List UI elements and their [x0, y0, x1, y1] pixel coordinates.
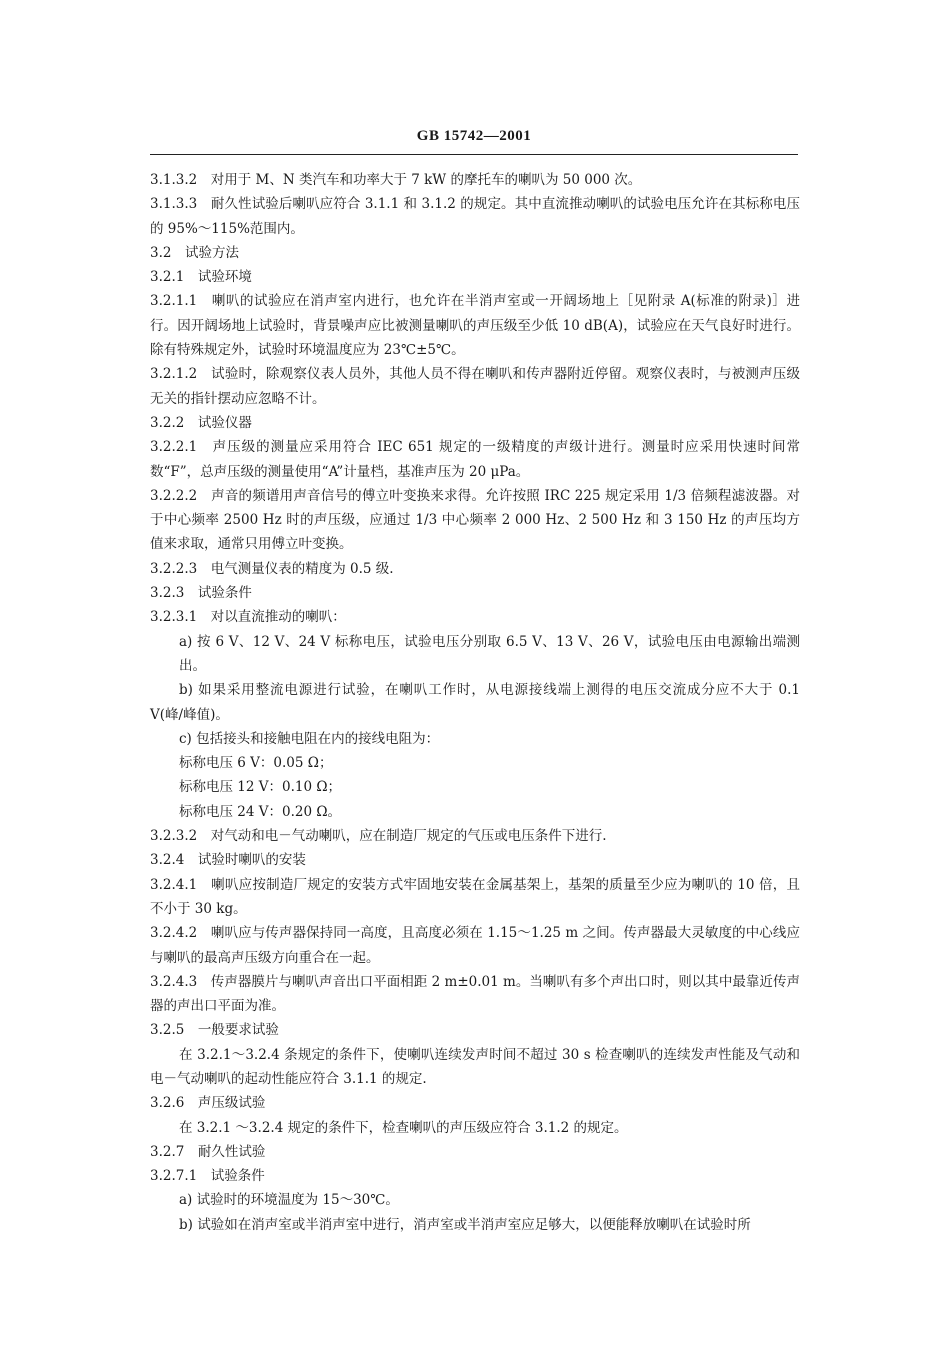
paragraph: 3.2.1 试验环境: [150, 269, 252, 286]
paragraph: 3.2.1.2 试验时，除观察仪表人员外，其他人员不得在喇叭和传声器附近停留。观察仪表时，与被测声压级无关的指针摆动应忽略不计。: [150, 366, 800, 407]
paragraph: c) 包括接头和接触电阻在内的接线电阻为：: [179, 730, 440, 747]
paragraph: 3.2.2.3 电气测量仪表的精度为 0.5 级.: [150, 560, 394, 577]
paragraph: b) 试验如在消声室或半消声室中进行，消声室或半消声室应足够大，以便能释放喇叭在试验时所: [179, 1216, 751, 1233]
paragraph: 3.2.2 试验仪器: [150, 414, 252, 431]
paragraph: 3.2.3 试验条件: [150, 585, 252, 602]
paragraph: 标称电压 6 V：0.05 Ω；: [179, 755, 333, 772]
paragraph: 3.2.7 耐久性试验: [150, 1143, 266, 1160]
paragraph: 3.2.4.1 喇叭应按制造厂规定的安装方式牢固地安装在金属基架上，基架的质量至少应为喇叭的 10 倍，且不小于 30 kg。: [150, 876, 800, 917]
paragraph: 3.2.7.1 试验条件: [150, 1168, 265, 1185]
paragraph: 3.2.5 一般要求试验: [150, 1022, 279, 1039]
document-body: [150, 168, 800, 1237]
paragraph: 3.2.4 试验时喇叭的安装: [150, 852, 306, 869]
paragraph: 3.2.3.2 对气动和电－气动喇叭，应在制造厂规定的气压或电压条件下进行.: [150, 828, 607, 845]
paragraph: 3.2.4.2 喇叭应与传声器保持同一高度，且高度必须在 1.15～1.25 m 之间。传声器最大灵敏度的中心线应与喇叭的最高声压级方向重合在一起。: [150, 925, 800, 966]
paragraph: 3.2.2.2 声音的频谱用声音信号的傅立叶变换来求得。允许按照 IRC 225 规定采用 1/3 倍频程滤波器。对于中心频率 2500 Hz 时的声压级，应通过 1/3 中心频率 2 000 Hz、2 500 Hz 和 3 150 Hz 的声压均方值来求取，通常只用傅立叶变换。: [150, 487, 800, 553]
paragraph: 标称电压 12 V：0.10 Ω；: [179, 779, 342, 796]
paragraph: 标称电压 24 V：0.20 Ω。: [179, 803, 342, 820]
paragraph: 3.2.2.1 声压级的测量应采用符合 IEC 651 规定的一级精度的声级计进行。测量时应采用快速时间常数“F”，总声压级的测量使用“A”计量档，基准声压为 20 μPa。: [150, 439, 800, 480]
document-header: GB 15742—2001: [416, 128, 532, 144]
paragraph: 在 3.2.1～3.2.4 条规定的条件下，使喇叭连续发声时间不超过 30 s 检查喇叭的连续发声性能及气动和电－气动喇叭的起动性能应符合 3.1.1 的规定.: [150, 1046, 800, 1087]
paragraph: 3.1.3.2 对用于 M、N 类汽车和功率大于 7 kW 的摩托车的喇叭为 50 000 次。: [150, 172, 642, 188]
paragraph: 3.2 试验方法: [150, 244, 239, 261]
paragraph: 在 3.2.1 ～3.2.4 规定的条件下，检查喇叭的声压级应符合 3.1.2 的规定。: [179, 1119, 628, 1136]
paragraph: 3.2.3.1 对以直流推动的喇叭：: [150, 609, 346, 626]
paragraph: a) 按 6 V、12 V、24 V 标称电压，试验电压分别取 6.5 V、13 V、26 V，试验电压由电源输出端测出。: [179, 633, 800, 674]
paragraph: 3.2.4.3 传声器膜片与喇叭声音出口平面相距 2 m±0.01 m。当喇叭有多个声出口时，则以其中最靠近传声器的声出口平面为准。: [150, 973, 800, 1015]
paragraph: 3.2.6 声压级试验: [150, 1095, 266, 1112]
header-rule: [150, 154, 798, 155]
paragraph: b) 如果采用整流电源进行试验，在喇叭工作时，从电源接线端上测得的电压交流成分应不大于 0.1 V(峰/峰值)。: [150, 682, 800, 723]
paragraph: a) 试验时的环境温度为 15～30℃。: [179, 1192, 399, 1209]
paragraph: 3.1.3.3 耐久性试验后喇叭应符合 3.1.1 和 3.1.2 的规定。其中直流推动喇叭的试验电压允许在其标称电压的 95%～115%范围内。: [150, 196, 800, 237]
paragraph: 3.2.1.1 喇叭的试验应在消声室内进行，也允许在半消声室或一开阔场地上［见附录 A(标准的附录)］进行。因开阔场地上试验时，背景噪声应比被测量喇叭的声压级至少低 10 dB(A)，试验应在天气良好时进行。除有特殊规定外，试验时环境温度应为 23℃±5℃。: [150, 293, 800, 359]
